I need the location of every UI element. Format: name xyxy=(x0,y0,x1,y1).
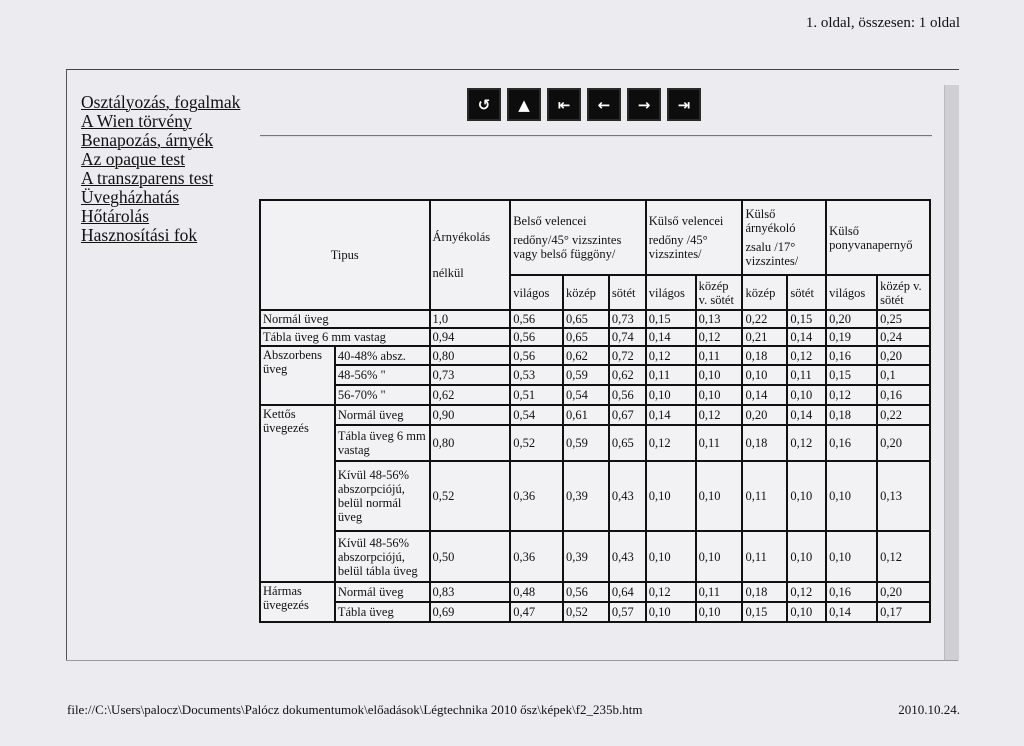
sidebar-link-opaque[interactable]: Az opaque test xyxy=(81,149,185,169)
value-cell: 0,43 xyxy=(609,461,646,531)
value-cell: 0,12 xyxy=(826,385,877,405)
value-cell: 0,48 xyxy=(510,582,563,602)
value-cell: 0,36 xyxy=(510,461,563,531)
value-cell: 0,11 xyxy=(696,425,743,461)
value-cell: 0,12 xyxy=(696,405,743,425)
value-cell: 0,10 xyxy=(696,531,743,582)
value-cell: 0,51 xyxy=(510,385,563,405)
up-button[interactable] xyxy=(507,88,541,121)
divider xyxy=(260,135,932,137)
value-cell: 0,12 xyxy=(787,582,826,602)
last-page-icon: ⇥ xyxy=(677,95,691,114)
value-cell: 0,52 xyxy=(563,602,609,622)
value-cell: 0,10 xyxy=(646,602,696,622)
value-cell: 0,73 xyxy=(430,365,511,385)
header-arnyekolas-top: Árnyékolás xyxy=(432,230,491,244)
subheader-cell: közép xyxy=(563,275,609,310)
header-belso-velencei-bottom: redőny/45° vizszintes vagy belső függöny/ xyxy=(513,233,622,261)
sidebar-link-hasznositasi[interactable]: Hasznosítási fok xyxy=(81,225,198,245)
value-cell: 0,1 xyxy=(877,365,930,385)
prev-page-icon: ← xyxy=(597,95,611,114)
value-cell: 0,18 xyxy=(742,582,787,602)
row-label: Normál üveg xyxy=(260,310,430,328)
value-cell: 0,22 xyxy=(877,405,930,425)
value-cell: 0,14 xyxy=(742,385,787,405)
reload-button[interactable] xyxy=(467,88,501,121)
header-arnyekolas-bottom: nélkül xyxy=(432,266,464,280)
value-cell: 0,15 xyxy=(742,602,787,622)
value-cell: 0,69 xyxy=(430,602,511,622)
value-cell: 0,56 xyxy=(510,310,563,328)
header-kulso-ponyva: Külső ponyvanapernyő xyxy=(826,200,930,275)
row-label: 48-56% " xyxy=(335,365,430,385)
first-page-icon: ⇤ xyxy=(557,95,571,114)
value-cell: 0,20 xyxy=(742,405,787,425)
value-cell: 0,16 xyxy=(826,582,877,602)
header-row-1 xyxy=(260,200,930,275)
value-cell: 0,12 xyxy=(646,425,696,461)
value-cell: 0,16 xyxy=(826,346,877,365)
value-cell: 0,52 xyxy=(510,425,563,461)
value-cell: 0,14 xyxy=(787,328,826,346)
value-cell: 0,65 xyxy=(609,425,646,461)
value-cell: 0,20 xyxy=(877,346,930,365)
value-cell: 0,12 xyxy=(787,425,826,461)
value-cell: 0,64 xyxy=(609,582,646,602)
value-cell: 0,36 xyxy=(510,531,563,582)
table-row xyxy=(260,328,930,346)
table-row xyxy=(260,405,930,425)
value-cell: 0,21 xyxy=(742,328,787,346)
value-cell: 0,11 xyxy=(742,461,787,531)
value-cell: 0,11 xyxy=(787,365,826,385)
subheader-cell: világos xyxy=(826,275,877,310)
value-cell: 0,10 xyxy=(742,365,787,385)
value-cell: 0,56 xyxy=(510,328,563,346)
value-cell: 0,12 xyxy=(877,531,930,582)
value-cell: 0,39 xyxy=(563,461,609,531)
value-cell: 0,59 xyxy=(563,425,609,461)
prev-page-button[interactable] xyxy=(587,88,621,121)
value-cell: 0,11 xyxy=(696,346,743,365)
value-cell: 0,53 xyxy=(510,365,563,385)
value-cell: 0,56 xyxy=(510,346,563,365)
value-cell: 0,10 xyxy=(646,385,696,405)
next-page-icon: → xyxy=(637,95,651,114)
value-cell: 0,54 xyxy=(510,405,563,425)
row-label: Tábla üveg xyxy=(335,602,430,622)
value-cell: 0,10 xyxy=(787,461,826,531)
value-cell: 0,14 xyxy=(787,405,826,425)
value-cell: 0,10 xyxy=(696,385,743,405)
subheader-cell: közép v. sötét xyxy=(877,275,930,310)
table-row xyxy=(260,461,930,531)
value-cell: 0,10 xyxy=(826,461,877,531)
value-cell: 0,17 xyxy=(877,602,930,622)
value-cell: 0,10 xyxy=(696,602,743,622)
value-cell: 0,13 xyxy=(696,310,743,328)
value-cell: 0,12 xyxy=(696,328,743,346)
value-cell: 0,10 xyxy=(646,461,696,531)
value-cell: 0,22 xyxy=(742,310,787,328)
value-cell: 0,10 xyxy=(787,531,826,582)
subheader-cell: sötét xyxy=(787,275,826,310)
row-label: Tábla üveg 6 mm vastag xyxy=(260,328,430,346)
value-cell: 0,11 xyxy=(696,582,743,602)
row-label: Kívül 48-56% abszorpciójú, belül tábla üveg xyxy=(335,531,430,582)
footer-date: 2010.10.24. xyxy=(898,702,960,717)
subheader-cell: világos xyxy=(510,275,563,310)
sidebar-link-uveghazhatas[interactable]: Üvegházhatás xyxy=(81,187,180,207)
header-kulso-velencei-top: Külső velencei xyxy=(648,214,724,228)
value-cell: 0,12 xyxy=(646,346,696,365)
row-label: Normál üveg xyxy=(335,582,430,602)
value-cell: 0,16 xyxy=(826,425,877,461)
header-tipus: Tipus xyxy=(260,200,430,310)
value-cell: 0,14 xyxy=(646,405,696,425)
value-cell: 0,54 xyxy=(563,385,609,405)
value-cell: 0,10 xyxy=(826,531,877,582)
sidebar-link-osztalyozas[interactable]: Osztályozás, fogalmak xyxy=(81,92,241,112)
subheader-cell: világos xyxy=(646,275,696,310)
value-cell: 0,52 xyxy=(430,461,511,531)
value-cell: 0,56 xyxy=(563,582,609,602)
value-cell: 0,50 xyxy=(430,531,511,582)
row-label: Kívül 48-56% abszorpciójú, belül normál üveg xyxy=(335,461,430,531)
sidebar-link-benapozas[interactable]: Benapozás, árnyék xyxy=(81,130,214,150)
value-cell: 0,72 xyxy=(609,346,646,365)
value-cell: 0,18 xyxy=(742,425,787,461)
value-cell: 0,16 xyxy=(877,385,930,405)
value-cell: 0,56 xyxy=(609,385,646,405)
sidebar-nav xyxy=(81,93,256,245)
footer-file-path: file://C:\Users\palocz\Documents\Palócz dokumentumok\előadások\Légtechnika 2010 ősz\képek\f2_235b.htm xyxy=(67,702,643,717)
next-page-button[interactable] xyxy=(627,88,661,121)
value-cell: 0,65 xyxy=(563,328,609,346)
table-row xyxy=(260,425,930,461)
value-cell: 0,74 xyxy=(609,328,646,346)
value-cell: 0,15 xyxy=(787,310,826,328)
row-label: Normál üveg xyxy=(335,405,430,425)
row-label: Tábla üveg 6 mm vastag xyxy=(335,425,430,461)
value-cell: 0,83 xyxy=(430,582,511,602)
value-cell: 0,62 xyxy=(609,365,646,385)
value-cell: 0,11 xyxy=(646,365,696,385)
value-cell: 0,10 xyxy=(646,531,696,582)
header-belso-velencei xyxy=(510,200,646,275)
header-kulso-velencei xyxy=(646,200,743,275)
table-row xyxy=(260,602,930,622)
header-kulso-velencei-bottom: redőny /45° vizszintes/ xyxy=(648,233,708,261)
value-cell: 0,62 xyxy=(430,385,511,405)
value-cell: 0,65 xyxy=(563,310,609,328)
value-cell: 0,90 xyxy=(430,405,511,425)
sidebar-link-wien[interactable]: A Wien törvény xyxy=(81,111,192,131)
value-cell: 0,14 xyxy=(646,328,696,346)
navigation-buttons xyxy=(467,88,701,121)
value-cell: 0,12 xyxy=(787,346,826,365)
sidebar-link-transzparens[interactable]: A transzparens test xyxy=(81,168,214,188)
table-row xyxy=(260,582,930,602)
row-label: 40-48% absz. xyxy=(335,346,430,365)
table-row xyxy=(260,385,930,405)
row-group-label: Hármas üvegezés xyxy=(260,582,335,622)
value-cell: 0,47 xyxy=(510,602,563,622)
vertical-scrollbar[interactable] xyxy=(944,85,959,661)
value-cell: 1,0 xyxy=(430,310,511,328)
value-cell: 0,24 xyxy=(877,328,930,346)
value-cell: 0,15 xyxy=(646,310,696,328)
value-cell: 0,20 xyxy=(826,310,877,328)
row-group-label: Abszorbens üveg xyxy=(260,346,335,405)
value-cell: 0,14 xyxy=(826,602,877,622)
value-cell: 0,10 xyxy=(787,602,826,622)
value-cell: 0,25 xyxy=(877,310,930,328)
value-cell: 0,10 xyxy=(787,385,826,405)
value-cell: 0,13 xyxy=(877,461,930,531)
reload-icon: ↺ xyxy=(477,95,491,114)
sidebar-link-hotarolas[interactable]: Hőtárolás xyxy=(81,206,150,226)
value-cell: 0,80 xyxy=(430,346,511,365)
row-group-label: Kettős üvegezés xyxy=(260,405,335,582)
row-label: 56-70% " xyxy=(335,385,430,405)
value-cell: 0,20 xyxy=(877,582,930,602)
last-page-button[interactable] xyxy=(667,88,701,121)
value-cell: 0,19 xyxy=(826,328,877,346)
first-page-button[interactable] xyxy=(547,88,581,121)
table-row xyxy=(260,346,930,365)
subheader-cell: közép xyxy=(742,275,787,310)
value-cell: 0,94 xyxy=(430,328,511,346)
header-kulso-arnyekolo-top: Külső árnyékoló xyxy=(745,207,796,235)
table-row xyxy=(260,531,930,582)
value-cell: 0,10 xyxy=(696,461,743,531)
table-row xyxy=(260,365,930,385)
value-cell: 0,15 xyxy=(826,365,877,385)
subheader-cell: közép v. sötét xyxy=(696,275,743,310)
value-cell: 0,18 xyxy=(826,405,877,425)
value-cell: 0,61 xyxy=(563,405,609,425)
value-cell: 0,62 xyxy=(563,346,609,365)
value-cell: 0,59 xyxy=(563,365,609,385)
value-cell: 0,39 xyxy=(563,531,609,582)
value-cell: 0,20 xyxy=(877,425,930,461)
table-row xyxy=(260,310,930,328)
value-cell: 0,10 xyxy=(696,365,743,385)
value-cell: 0,73 xyxy=(609,310,646,328)
page-header: 1. oldal, összesen: 1 oldal xyxy=(805,15,960,31)
value-cell: 0,67 xyxy=(609,405,646,425)
header-belso-velencei-top: Belső velencei xyxy=(513,214,587,228)
header-arnyekolas xyxy=(430,200,511,310)
value-cell: 0,11 xyxy=(742,531,787,582)
value-cell: 0,18 xyxy=(742,346,787,365)
shading-coefficient-table xyxy=(259,199,931,623)
header-kulso-arnyekolo-bottom: zsalu /17° vizszintes/ xyxy=(745,240,799,268)
header-kulso-arnyekolo xyxy=(742,200,826,275)
frame-bottom-border xyxy=(66,660,958,661)
value-cell: 0,80 xyxy=(430,425,511,461)
value-cell: 0,12 xyxy=(646,582,696,602)
arrow-up-icon: ▲ xyxy=(518,95,530,114)
value-cell: 0,57 xyxy=(609,602,646,622)
value-cell: 0,43 xyxy=(609,531,646,582)
subheader-cell: sötét xyxy=(609,275,646,310)
